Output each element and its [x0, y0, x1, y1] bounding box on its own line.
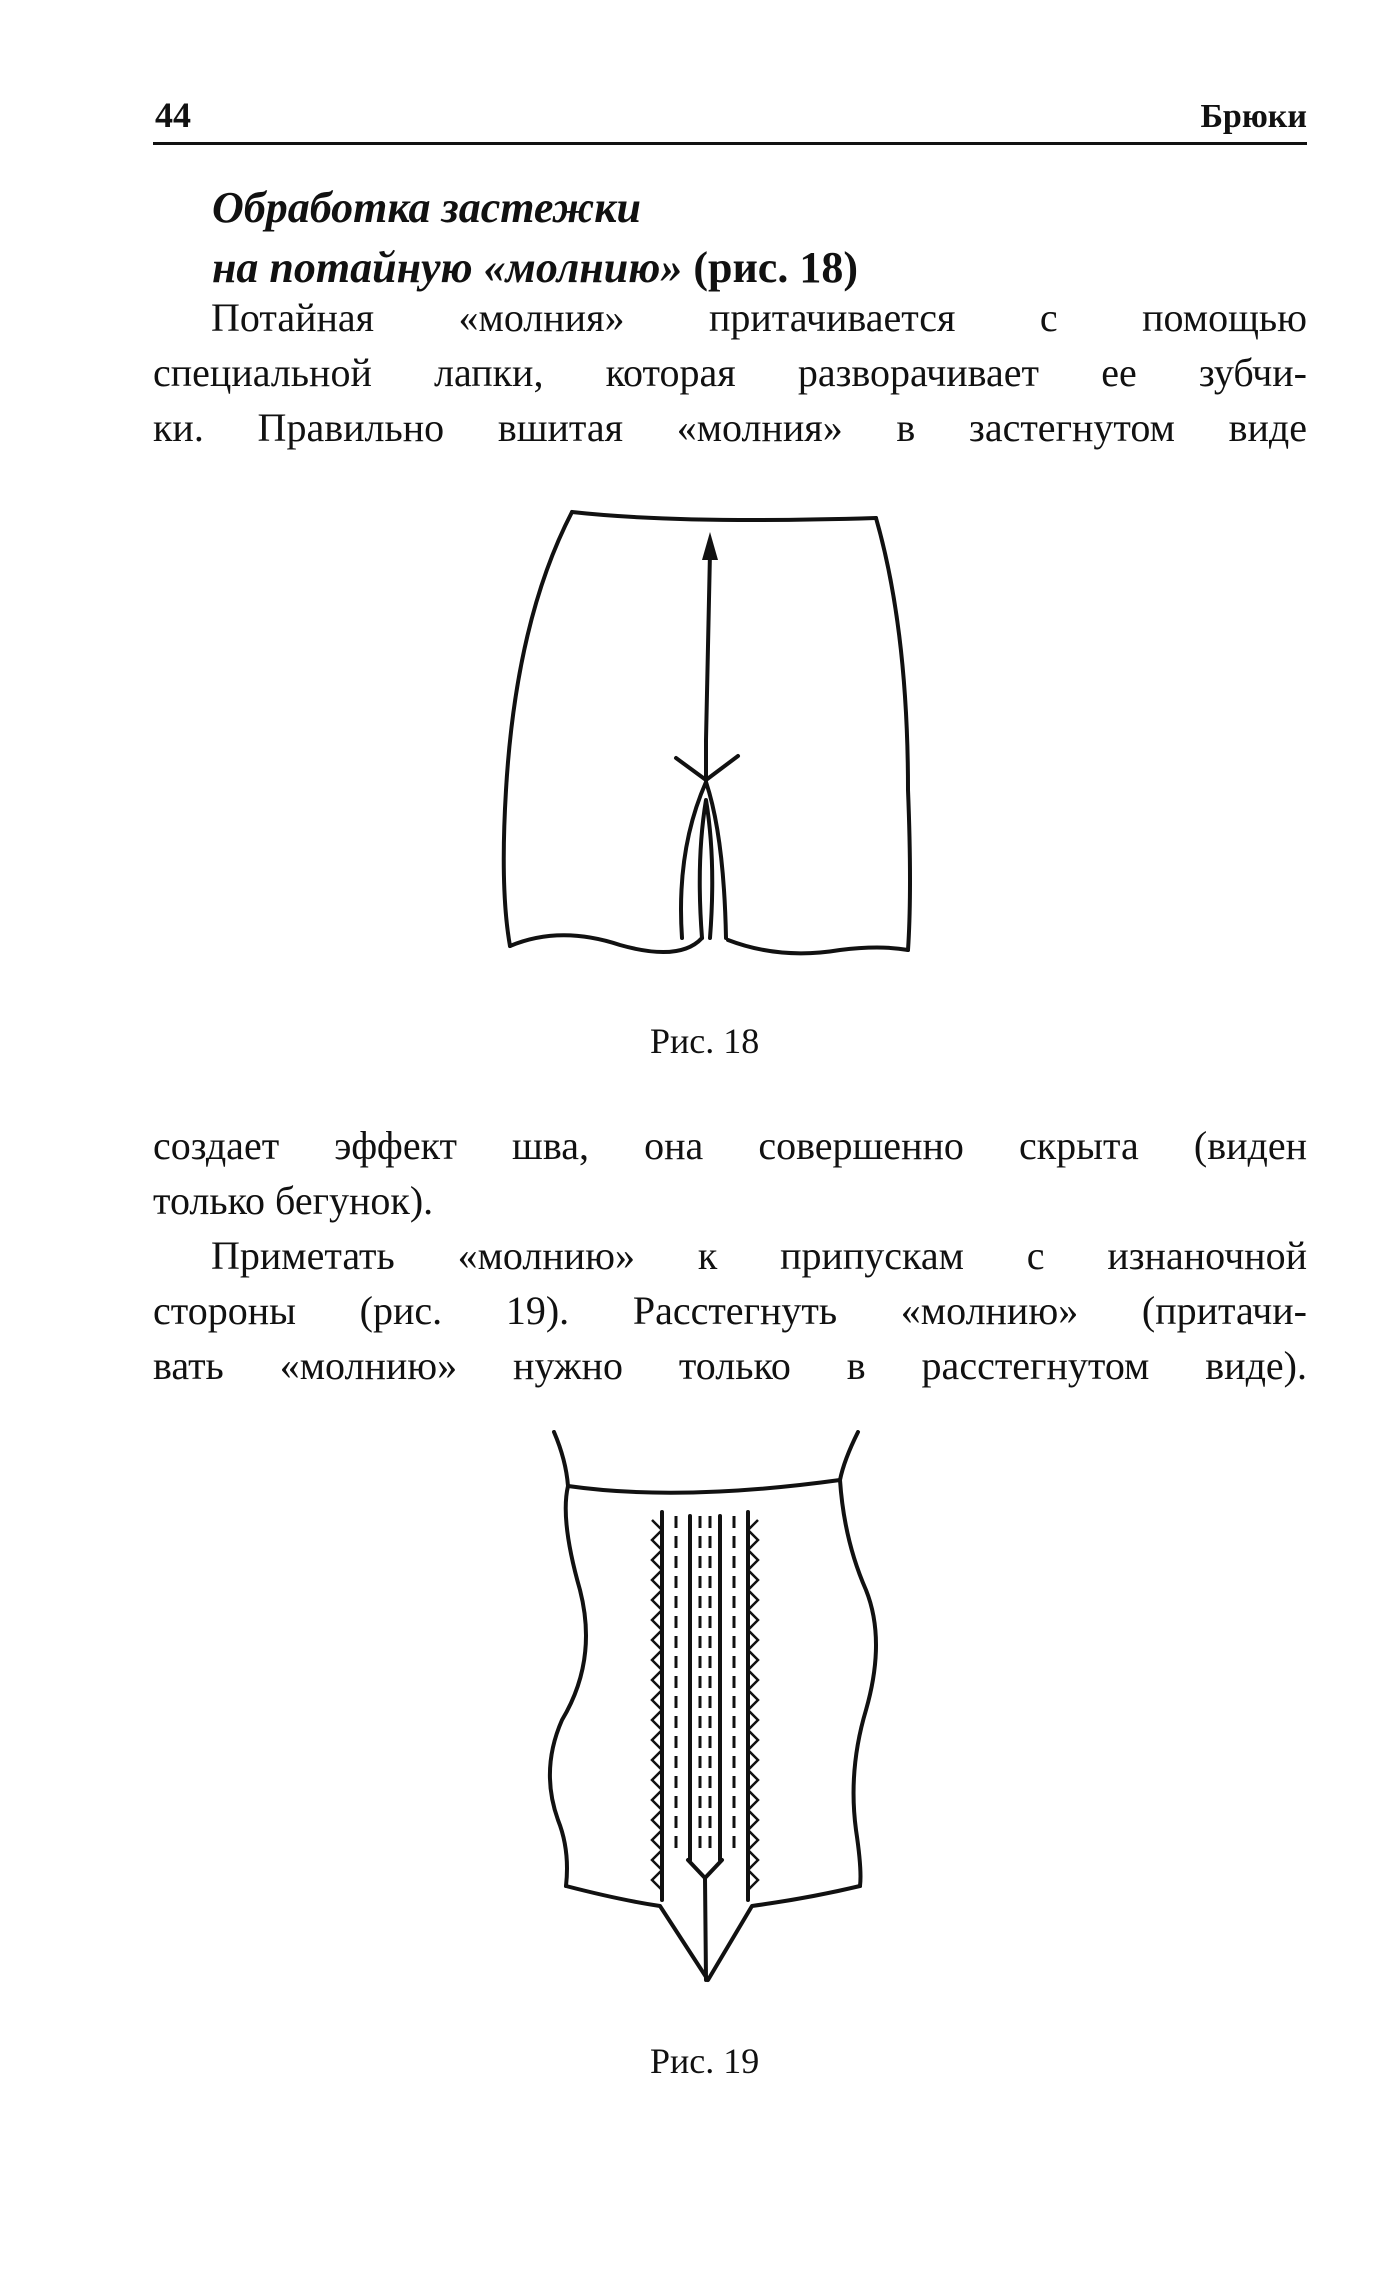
paragraph-2-line-1: создает эффект шва, она совершенно скрыта (виден	[153, 1123, 1307, 1168]
heading-line-2: на потайную «молнию»	[212, 243, 683, 292]
paragraph-1	[153, 290, 1307, 455]
paragraph-1-line-3: ки. Правильно вшитая «молния» в застегнутом виде	[153, 405, 1307, 450]
heading-figure-ref: (рис. 18)	[682, 243, 858, 292]
paragraph-1-line-2: специальной лапки, которая разворачивает ее зубчи-	[153, 350, 1307, 395]
section-heading	[212, 178, 1312, 298]
figure-18-caption: Рис. 18	[650, 1021, 760, 1061]
paragraph-3-line-2: стороны (рис. 19). Расстегнуть «молнию» (притачи-	[153, 1288, 1307, 1333]
figure-18-drawing	[480, 490, 940, 960]
paragraph-1-line-1: Потайная «молния» притачивается с помощью	[211, 295, 1307, 340]
paragraph-3	[153, 1228, 1307, 1393]
running-title: Брюки	[1200, 98, 1307, 135]
paragraph-2-line-2: только бегунок).	[153, 1178, 434, 1223]
figure-19-caption: Рис. 19	[650, 2041, 760, 2081]
paragraph-2	[153, 1118, 1307, 1228]
heading-line-1: Обработка застежки	[212, 183, 641, 232]
paragraph-3-line-3: вать «молнию» нужно только в расстегнутом виде).	[153, 1343, 1307, 1388]
running-header	[153, 92, 1307, 145]
figure-19-drawing	[540, 1430, 900, 2000]
paragraph-3-line-1: Приметать «молнию» к припускам с изнаночной	[211, 1233, 1307, 1278]
page-number: 44	[155, 95, 191, 135]
